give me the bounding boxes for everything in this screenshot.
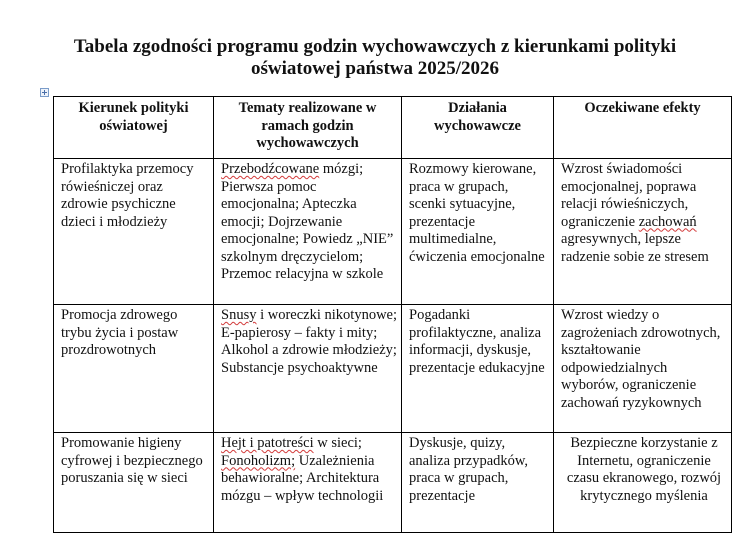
table-row (54, 433, 732, 533)
spellcheck-word: zachowań (638, 213, 697, 230)
cell-tematy (214, 159, 402, 305)
spellcheck-word: Przebodźcowane (221, 161, 320, 177)
cell-dzialania: Dyskusje, quizy, analiza przypadków, praca w grupach, prezentacje (402, 433, 554, 533)
title-line-2: oświatowej państwa 2025/2026 (250, 58, 500, 79)
cell-efekty: Wzrost wiedzy o zagrożeniach zdrowotnych, kształtowanie odpowiedzialnych wyborów, ograniczenie zachowań ryzykownych (554, 305, 732, 433)
cell-dzialania: Pogadanki profilaktyczne, analiza informacji, dyskusje, prezentacje edukacyjne (402, 305, 554, 433)
header-dzialania: Działania wychowawcze (402, 97, 554, 159)
cell-tematy (214, 433, 402, 533)
spellcheck-word: Hejt i patotreści (221, 435, 314, 451)
title-line-1: Tabela zgodności programu godzin wychowawczych z kierunkami polityki (73, 36, 677, 57)
alignment-table (53, 96, 732, 533)
cell-text: Wzrost świadomości emocjonalnej, poprawa relacji rówieśniczych, ograniczenie (561, 161, 697, 230)
cell-text: agresywnych, lepsze radzenie sobie ze stresem (561, 231, 709, 265)
document-title (0, 36, 750, 80)
cell-tematy (214, 305, 402, 433)
cell-text: w sieci; (313, 435, 362, 451)
header-kierunek: Kierunek polityki oświatowej (54, 97, 214, 159)
table-row (54, 305, 732, 433)
cell-kierunek: Promowanie higieny cyfrowej i bezpiecznego poruszania się w sieci (54, 433, 214, 533)
cell-kierunek: Promocja zdrowego trybu życia i postaw prozdrowotnych (54, 305, 214, 433)
cell-efekty (554, 159, 732, 305)
spellcheck-word: Snusy (221, 307, 257, 323)
spellcheck-word: Fonoholizm; (221, 452, 296, 469)
cell-kierunek: Profilaktyka przemocy rówieśniczej oraz zdrowie psychiczne dzieci i młodzieży (54, 159, 214, 305)
table-move-handle-icon[interactable] (40, 88, 49, 97)
cell-text: mózgi; Pierwsza pomoc emocjonalna; Apteczka emocji; Dojrzewanie emocjonalne; Powiedz „NIE” szkolnym dręczycielom; Przemoc relacyjna w szkole (221, 161, 394, 282)
header-tematy: Tematy realizowane w ramach godzin wychowawczych (214, 97, 402, 159)
cell-efekty: Bezpieczne korzystanie z Internetu, ograniczenie czasu ekranowego, rozwój krytycznego myślenia (554, 433, 732, 533)
table-row (54, 159, 732, 305)
cell-text: i woreczki nikotynowe; E-papierosy – fakty i mity; Alkohol a zdrowie młodzieży; Substancje psychoaktywne (221, 307, 398, 376)
cell-text: Uzależnienia behawioralne; Architektura mózgu – wpływ technologii (221, 452, 384, 504)
cell-dzialania: Rozmowy kierowane, praca w grupach, scenki sytuacyjne, prezentacje multimedialne, ćwiczenia emocjonalne (402, 159, 554, 305)
header-efekty: Oczekiwane efekty (554, 97, 732, 159)
table-header-row (54, 97, 732, 159)
